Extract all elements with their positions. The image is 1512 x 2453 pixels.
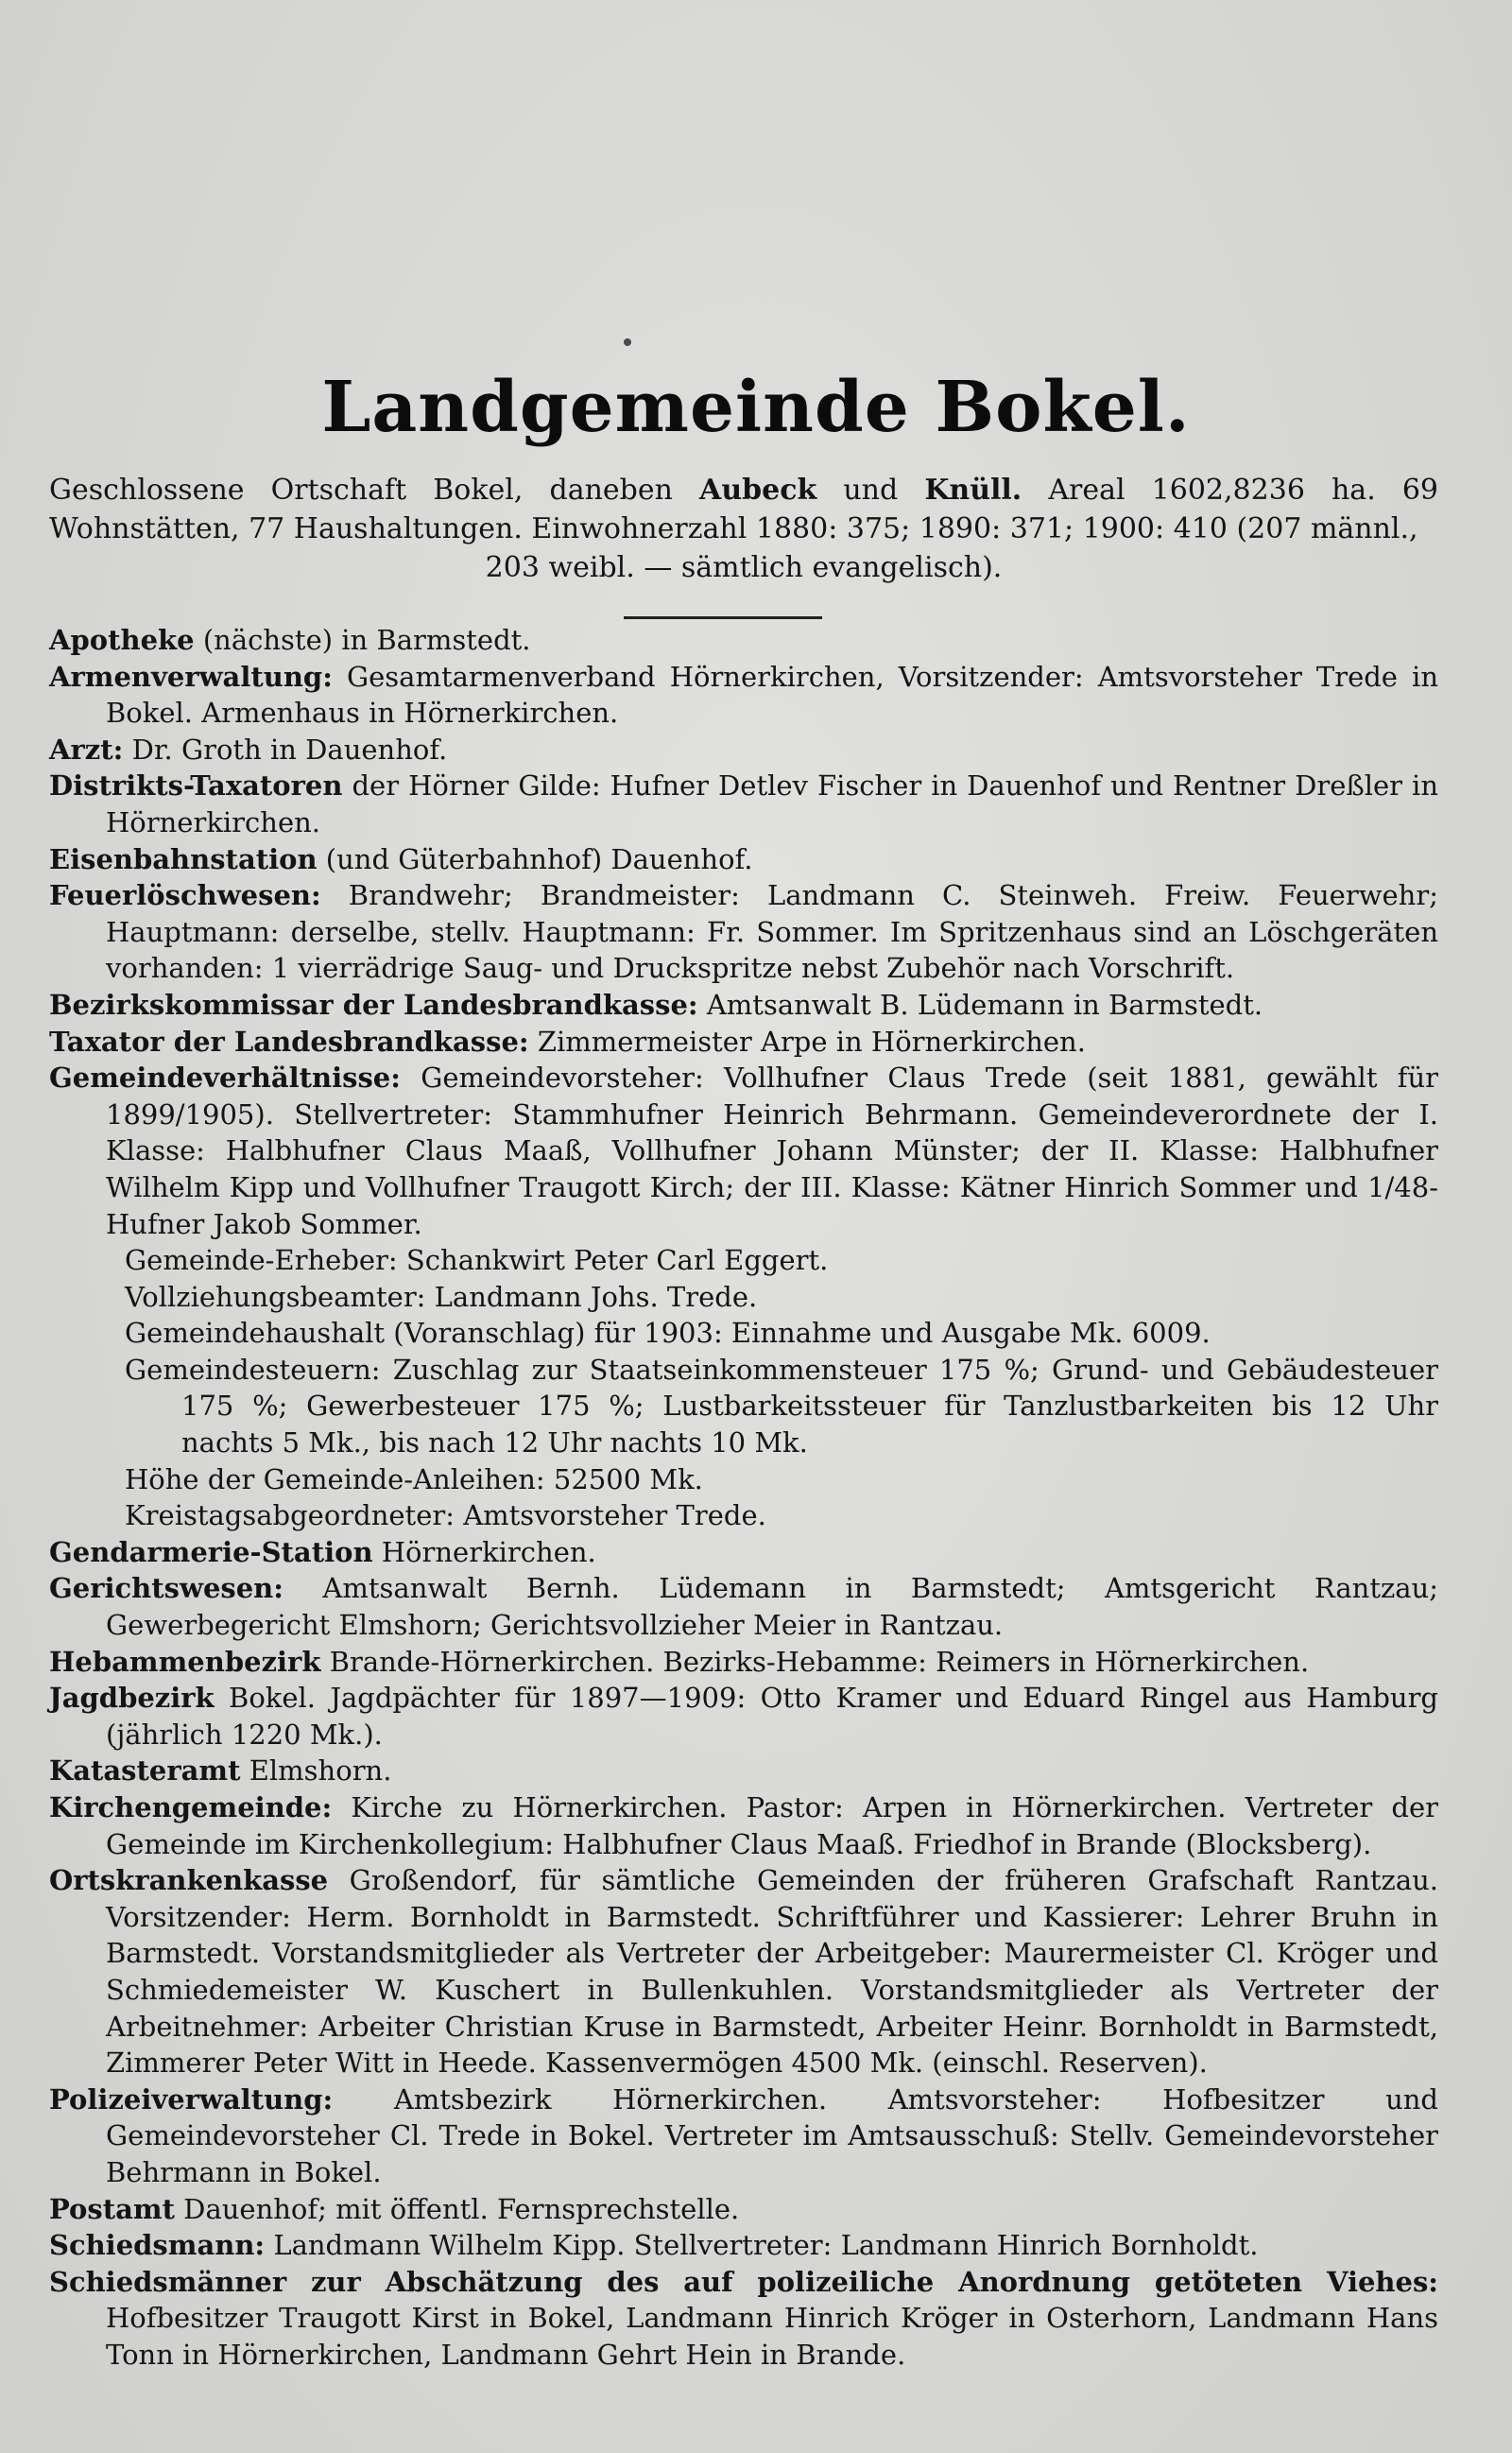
entry-keyword: Armenverwaltung:	[49, 660, 333, 693]
entry-ortskrankenkasse	[49, 1862, 1438, 2082]
sub-entry-gemeindesteuern: Gemeindesteuern: Zuschlag zur Staatseinkommensteuer 175 %; Grund- und Gebäudesteuer 175 %; Gewerbesteuer 175 %; Lustbarkeitssteuer für Tanzlustbarkeiten bis 12 Uhr nachts 5 Mk., bis nach 12 Uhr nachts 10 Mk.	[125, 1353, 1438, 1460]
entry-keyword: Taxator der Landesbrandkasse:	[49, 1025, 529, 1058]
intro-text-2: Areal 1602,8236 ha. 69 Wohnstätten, 77 Haushaltungen. Einwohnerzahl 1880: 375; 1890: 371; 1900: 410 (207 männl.,	[49, 474, 1438, 545]
page-title: Landgemeinde Bokel.	[321, 367, 1191, 448]
entry-taxator	[49, 1024, 1438, 1061]
entry-text: Amtsbezirk Hörnerkirchen. Amtsvorsteher: Hofbesitzer und Gemeindevorsteher Cl. Trede in Bokel. Vertreter im Amtsausschuß: Stellv. Gemeindevorsteher Behrmann in Bokel.	[106, 2082, 1438, 2188]
entry-keyword: Apotheke	[49, 624, 195, 656]
entry-armenverwaltung	[49, 659, 1438, 732]
entry-schiedsmaenner	[49, 2264, 1438, 2374]
entry-keyword: Distrikts-Taxatoren	[49, 769, 343, 803]
entry-text: Landmann Wilhelm Kipp. Stellvertreter: Landmann Hinrich Bornholdt.	[265, 2229, 1259, 2262]
entry-text: Hofbesitzer Traugott Kirst in Bokel, Landmann Hinrich Kröger in Osterhorn, Landmann Hans Tonn in Hörnerkirchen, Landmann Gehrt Hein in Brande.	[106, 2302, 1438, 2371]
entry-text: Großendorf, für sämtliche Gemeinden der früheren Grafschaft Rantzau. Vorsitzender: Herm. Bornholdt in Barmstedt. Schriftführer und Kassierer: Lehrer Bruhn in Barmstedt. Vorstandsmitglieder als Vertreter der Arbeitgeber: Maurermeister Cl. Kröger und Schmiedemeister W. Kuschert in Bullenkuhlen. Vorstandsmitglieder als Vertreter der Arbeitnehmer: Arbeiter Christian Kruse in Barmstedt, Arbeiter Heinr. Bornholdt in Barmstedt, Zimmerer Peter Witt in Heede. Kassenvermögen 4500 Mk. (einschl. Reserven).	[106, 1864, 1438, 2080]
entry-keyword: Postamt	[49, 2192, 175, 2225]
sub-entry-kreistagsabgeordneter: Kreistagsabgeordneter: Amtsvorsteher Trede.	[125, 1499, 766, 1532]
entry-text: Amtsanwalt B. Lüdemann in Barmstedt.	[697, 988, 1263, 1021]
ink-dot	[624, 338, 631, 346]
entry-keyword: Schiedsmann:	[49, 2229, 266, 2262]
intro-knuell: Knüll.	[924, 474, 1022, 507]
entry-keyword: Eisenbahnstation	[49, 842, 318, 875]
entry-keyword: Polizeiverwaltung:	[49, 2082, 334, 2116]
intro-aubeck: Aubeck	[699, 474, 817, 507]
entry-text: Amtsanwalt Bernh. Lüdemann in Barmstedt; Amtsgericht Rantzau; Gewerbegericht Elmshorn; Gerichtsvollzieher Meier in Rantzau.	[106, 1572, 1438, 1642]
entry-keyword: Katasteramt	[49, 1754, 241, 1788]
entry-text: Dr. Groth in Dauenhof.	[123, 733, 448, 766]
intro-paragraph	[49, 471, 1438, 587]
entry-text: (und Güterbahnhof) Dauenhof.	[317, 842, 753, 875]
sub-entry-vollziehungsbeamter: Vollziehungsbeamter: Landmann Johs. Trede.	[125, 1280, 758, 1313]
entry-text: Elmshorn.	[240, 1754, 392, 1788]
entry-jagdbezirk	[49, 1680, 1438, 1753]
entry-text: Zimmermeister Arpe in Hörnerkirchen.	[528, 1025, 1086, 1058]
entry-text: Gesamtarmenverband Hörnerkirchen, Vorsitzender: Amtsvorsteher Trede in Bokel. Armenhaus in Hörnerkirchen.	[106, 660, 1438, 730]
entry-gendarmerie	[49, 1534, 1438, 1571]
entry-text: der Hörner Gilde: Hufner Detlev Fischer in Dauenhof und Rentner Dreßler in Hörnerkirchen.	[106, 769, 1438, 838]
intro-text-3: 203 weibl. — sämtlich evangelisch).	[485, 551, 1003, 584]
entries-list	[49, 622, 1438, 2374]
entry-keyword: Hebammenbezirk	[49, 1645, 321, 1678]
entry-keyword: Arzt:	[49, 733, 124, 766]
intro-text-1: Geschlossene Ortschaft Bokel, daneben	[49, 474, 673, 507]
entry-text: Dauenhof; mit öffentl. Fernsprechstelle.	[174, 2192, 740, 2225]
entry-text: Hörnerkirchen.	[372, 1535, 596, 1568]
entry-gemeindeverhaeltnisse	[49, 1060, 1438, 1242]
entry-text: Brande-Hörnerkirchen. Bezirks-Hebamme: Reimers in Hörnerkirchen.	[320, 1645, 1310, 1678]
entry-text: Bokel. Jagdpächter für 1897—1909: Otto Kramer und Eduard Ringel aus Hamburg (jährlich 1220 Mk.).	[106, 1682, 1438, 1751]
entry-keyword: Gerichtswesen:	[49, 1572, 284, 1605]
entry-postamt	[49, 2191, 1438, 2228]
entry-keyword: Kirchengemeinde:	[49, 1791, 333, 1823]
entry-text: Brandwehr; Brandmeister: Landmann C. Steinweh. Freiw. Feuerwehr; Hauptmann: derselbe, stellv. Hauptmann: Fr. Sommer. Im Spritzenhaus sind an Löschgeräten vorhanden: 1 vierrädrige Saug- und Druckspritze nebst Zubehör nach Vorschrift.	[106, 879, 1438, 985]
entry-keyword: Gemeindeverhältnisse:	[49, 1062, 401, 1095]
entry-keyword: Feuerlöschwesen:	[49, 879, 321, 912]
entry-text: Gemeindevorsteher: Vollhufner Claus Trede (seit 1881, gewählt für 1899/1905). Stellvertreter: Stammhufner Heinrich Behrmann. Gemeindeverordnete der I. Klasse: Halbhufner Claus Maaß, Vollhufner Johann Münster; der II. Klasse: Halbhufner Wilhelm Kipp und Vollhufner Traugott Kirch; der III. Klasse: Kätner Hinrich Sommer und 1/48-Hufner Jakob Sommer.	[106, 1062, 1438, 1240]
section-separator	[624, 616, 822, 619]
entry-schiedsmann	[49, 2227, 1438, 2264]
entry-keyword: Jagdbezirk	[49, 1682, 215, 1715]
entry-hebammenbezirk	[49, 1644, 1438, 1681]
entry-kirchengemeinde	[49, 1789, 1438, 1862]
entry-keyword: Ortskrankenkasse	[49, 1864, 329, 1897]
sub-entry-anleihen: Höhe der Gemeinde-Anleihen: 52500 Mk.	[125, 1462, 703, 1495]
entry-keyword: Bezirkskommissar der Landesbrandkasse:	[49, 988, 698, 1021]
entry-feuerloeschwesen	[49, 877, 1438, 987]
entry-keyword: Gendarmerie-Station	[49, 1535, 373, 1568]
entry-arzt	[49, 732, 1438, 769]
entry-katasteramt	[49, 1753, 1438, 1789]
entry-gerichtswesen	[49, 1570, 1438, 1643]
entry-eisenbahnstation	[49, 841, 1438, 878]
sub-entry-gemeindehaushalt: Gemeindehaushalt (Voranschlag) für 1903: Einnahme und Ausgabe Mk. 6009.	[125, 1317, 1211, 1350]
entry-polizeiverwaltung	[49, 2082, 1438, 2191]
entry-apotheke	[49, 622, 1438, 659]
sub-entry-erheber: Gemeinde-Erheber: Schankwirt Peter Carl Eggert.	[125, 1244, 829, 1277]
entry-distrikts-taxatoren	[49, 768, 1438, 840]
intro-und: und	[843, 474, 899, 507]
entry-text: (nächste) in Barmstedt.	[194, 624, 531, 656]
entry-text: Kirche zu Hörnerkirchen. Pastor: Arpen in Hörnerkirchen. Vertreter der Gemeinde im Kirchenkollegium: Halbhufner Claus Maaß. Friedhof in Brande (Blocksberg).	[106, 1791, 1438, 1860]
entry-keyword: Schiedsmänner zur Abschätzung des auf polizeiliche Anordnung getöteten Viehes:	[49, 2265, 1438, 2298]
entry-bezirkskommissar	[49, 987, 1438, 1024]
